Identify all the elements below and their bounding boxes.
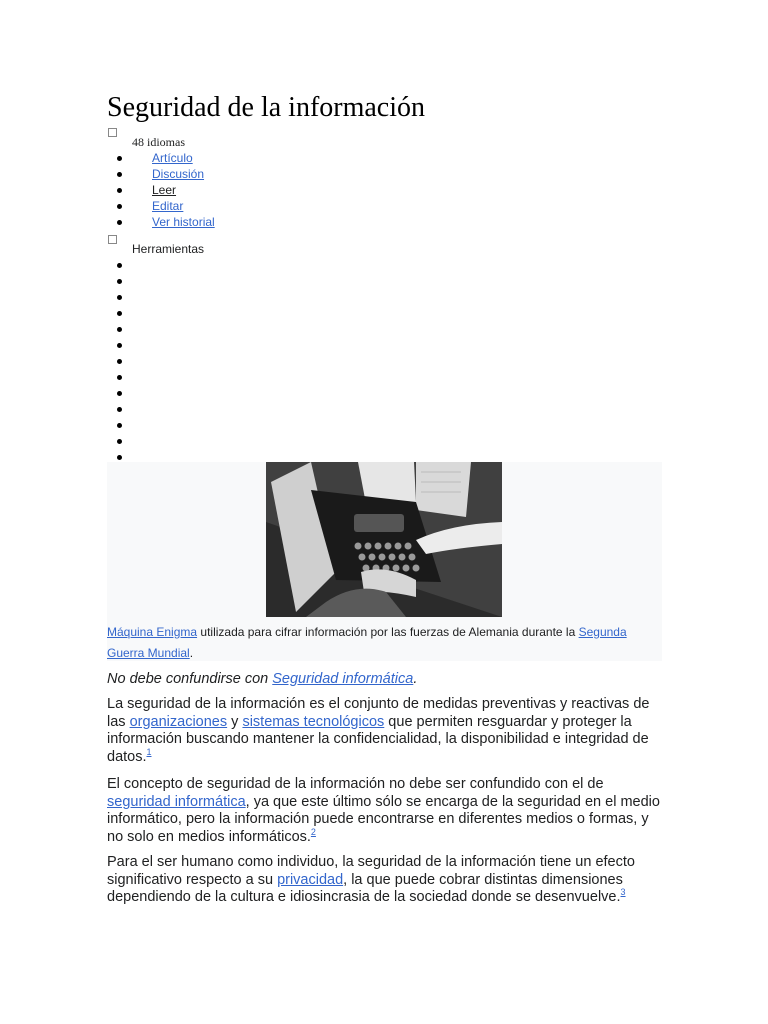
tab-discussion-label[interactable]: Discusión [152,167,205,181]
p1-text-2: y [227,713,243,730]
tab-discussion[interactable] [132,166,215,182]
p3-text-1: Para el ser humano como individuo, la seguridad de la información tiene un efecto significativo respecto a su [107,854,635,888]
paragraph-3 [107,854,667,907]
tools-menu-label[interactable]: Herramientas [132,242,205,256]
hatnote-end: . [413,671,418,687]
seguridad-informatica-hatnote-link[interactable]: Seguridad informática [272,671,414,687]
hatnote [107,669,417,689]
enigma-machine-link[interactable]: Máquina Enigma [107,625,198,639]
reference-3-link[interactable]: 3 [620,887,626,898]
p2-text-1: El concepto de seguridad de la información no debe ser confundido con el de [107,776,604,792]
caption-text-1: utilizada para cifrar información por las fuerzas de Alemania durante la [197,625,579,639]
organizaciones-link[interactable]: organizaciones [129,713,228,730]
reference-2-link[interactable]: 2 [310,826,316,837]
tab-edit-label[interactable]: Editar [152,199,184,213]
page-title: Seguridad de la información [107,92,426,123]
page-actions-list [132,150,215,230]
hatnote-text: No debe confundirse con [107,671,273,687]
p2-text-2: , ya que este último sólo se encarga de la seguridad en el medio informático, pero la información puede encontrarse en diferentes medios o formas, y no solo en medios informáticos. [107,793,660,845]
tab-read[interactable] [132,182,215,198]
p1-text-1: La seguridad de la información es el conjunto de medidas preventivas y reactivas de las [107,696,650,730]
enigma-machine-photo[interactable] [266,462,502,617]
paragraph-2 [107,776,667,846]
tab-article[interactable] [132,150,215,166]
paragraph-1 [107,696,667,766]
languages-button-label[interactable]: 48 idiomas [132,135,185,149]
p1-text-3: que permiten resguardar y proteger la información buscando mantener la confidencialidad, la disponibilidad e integridad de datos. [107,713,649,765]
tools-toggle-checkbox[interactable] [108,235,117,244]
privacidad-link[interactable]: privacidad [277,871,344,888]
article-figure [107,462,662,661]
seguridad-informatica-link[interactable]: seguridad informática [107,793,246,810]
languages-toggle-checkbox[interactable] [108,128,117,137]
tab-edit[interactable] [132,198,215,214]
second-world-war-link[interactable]: Segunda Guerra Mundial [107,625,627,660]
sistemas-tecnologicos-link[interactable]: sistemas tecnológicos [242,713,385,730]
figure-caption [107,622,647,664]
p3-text-2: , la que puede cobrar distintas dimensiones dependiendo de la cultura e idiosincrasia de la sociedad donde se desenvuelve. [107,871,623,906]
reference-1-link[interactable]: 1 [146,746,152,757]
tab-history[interactable] [132,214,215,230]
caption-text-2: . [189,646,194,660]
tab-read-label[interactable]: Leer [152,183,177,197]
tab-article-label[interactable]: Artículo [152,151,193,165]
tab-history-label[interactable]: Ver historial [152,215,215,229]
